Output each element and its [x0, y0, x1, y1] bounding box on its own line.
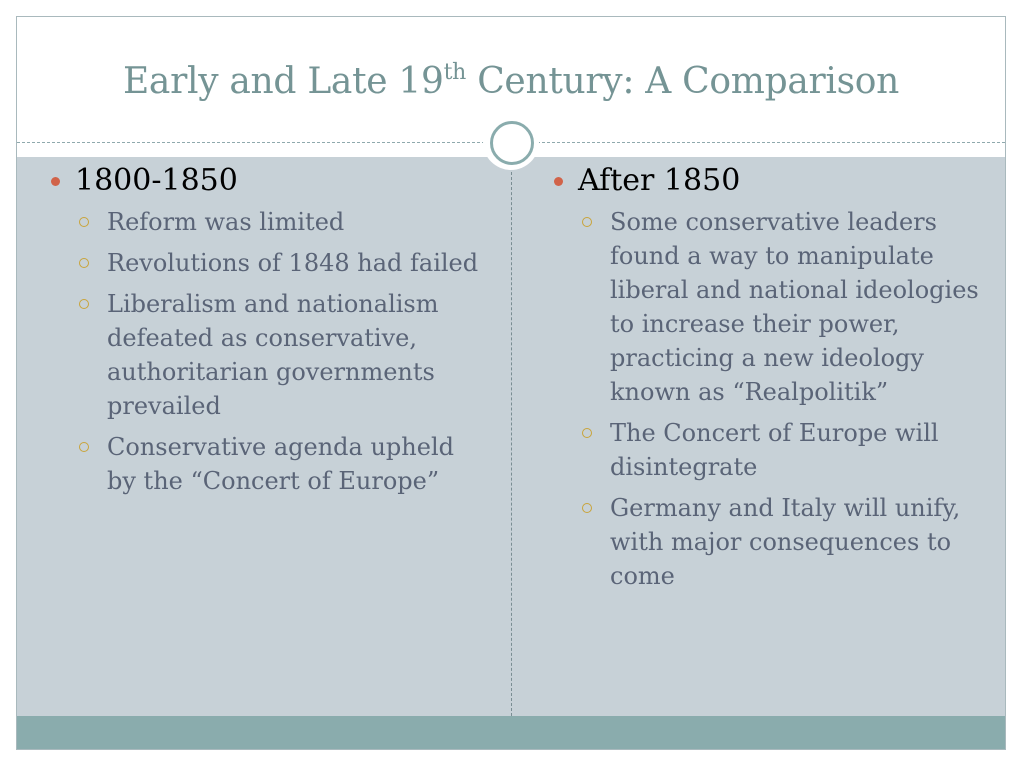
ornament-ring [490, 121, 534, 165]
list-item [45, 287, 485, 423]
bullet-ring-icon [79, 442, 89, 452]
slide-title-superscript: th [443, 60, 467, 85]
right-heading-item [548, 163, 988, 199]
slide-title [17, 61, 1005, 102]
list-item [548, 416, 988, 484]
slide [16, 16, 1006, 750]
bullet-ring-icon [582, 503, 592, 513]
list-item-text: The Concert of Europe will disintegrate [610, 419, 939, 481]
list-item-text: Conservative agenda upheld by the “Concert of Europe” [107, 433, 454, 495]
list-item-text: Germany and Italy will unify, with major consequences to come [610, 494, 961, 590]
list-item-text: Revolutions of 1848 had failed [107, 249, 479, 277]
footer-bar [17, 716, 1005, 749]
list-item [45, 246, 485, 280]
right-sub-list [548, 205, 988, 593]
left-heading-item [45, 163, 485, 199]
left-sub-list [45, 205, 485, 498]
list-item-text: Some conservative leaders found a way to manipulate liberal and national ideologies to increase their power, practicing a new ideology known as “Realpolitik” [610, 208, 979, 406]
circle-ornament-icon [483, 114, 539, 170]
list-item [548, 491, 988, 593]
bullet-dot-icon [554, 177, 563, 186]
slide-title-main: Early and Late 19 [122, 61, 444, 102]
bullet-ring-icon [79, 217, 89, 227]
right-heading: After 1850 [578, 163, 741, 198]
bullet-ring-icon [79, 258, 89, 268]
bullet-dot-icon [51, 177, 60, 186]
list-item [548, 205, 988, 409]
list-item-text: Liberalism and nationalism defeated as conservative, authoritarian governments prevailed [107, 290, 439, 420]
bullet-ring-icon [582, 428, 592, 438]
left-column [45, 163, 485, 505]
bullet-ring-icon [79, 299, 89, 309]
list-item [45, 205, 485, 239]
column-divider [511, 157, 512, 716]
bullet-ring-icon [582, 217, 592, 227]
right-column [548, 163, 988, 600]
list-item-text: Reform was limited [107, 208, 345, 236]
slide-title-rest: Century: A Comparison [466, 61, 900, 102]
left-heading: 1800-1850 [75, 163, 238, 198]
list-item [45, 430, 485, 498]
